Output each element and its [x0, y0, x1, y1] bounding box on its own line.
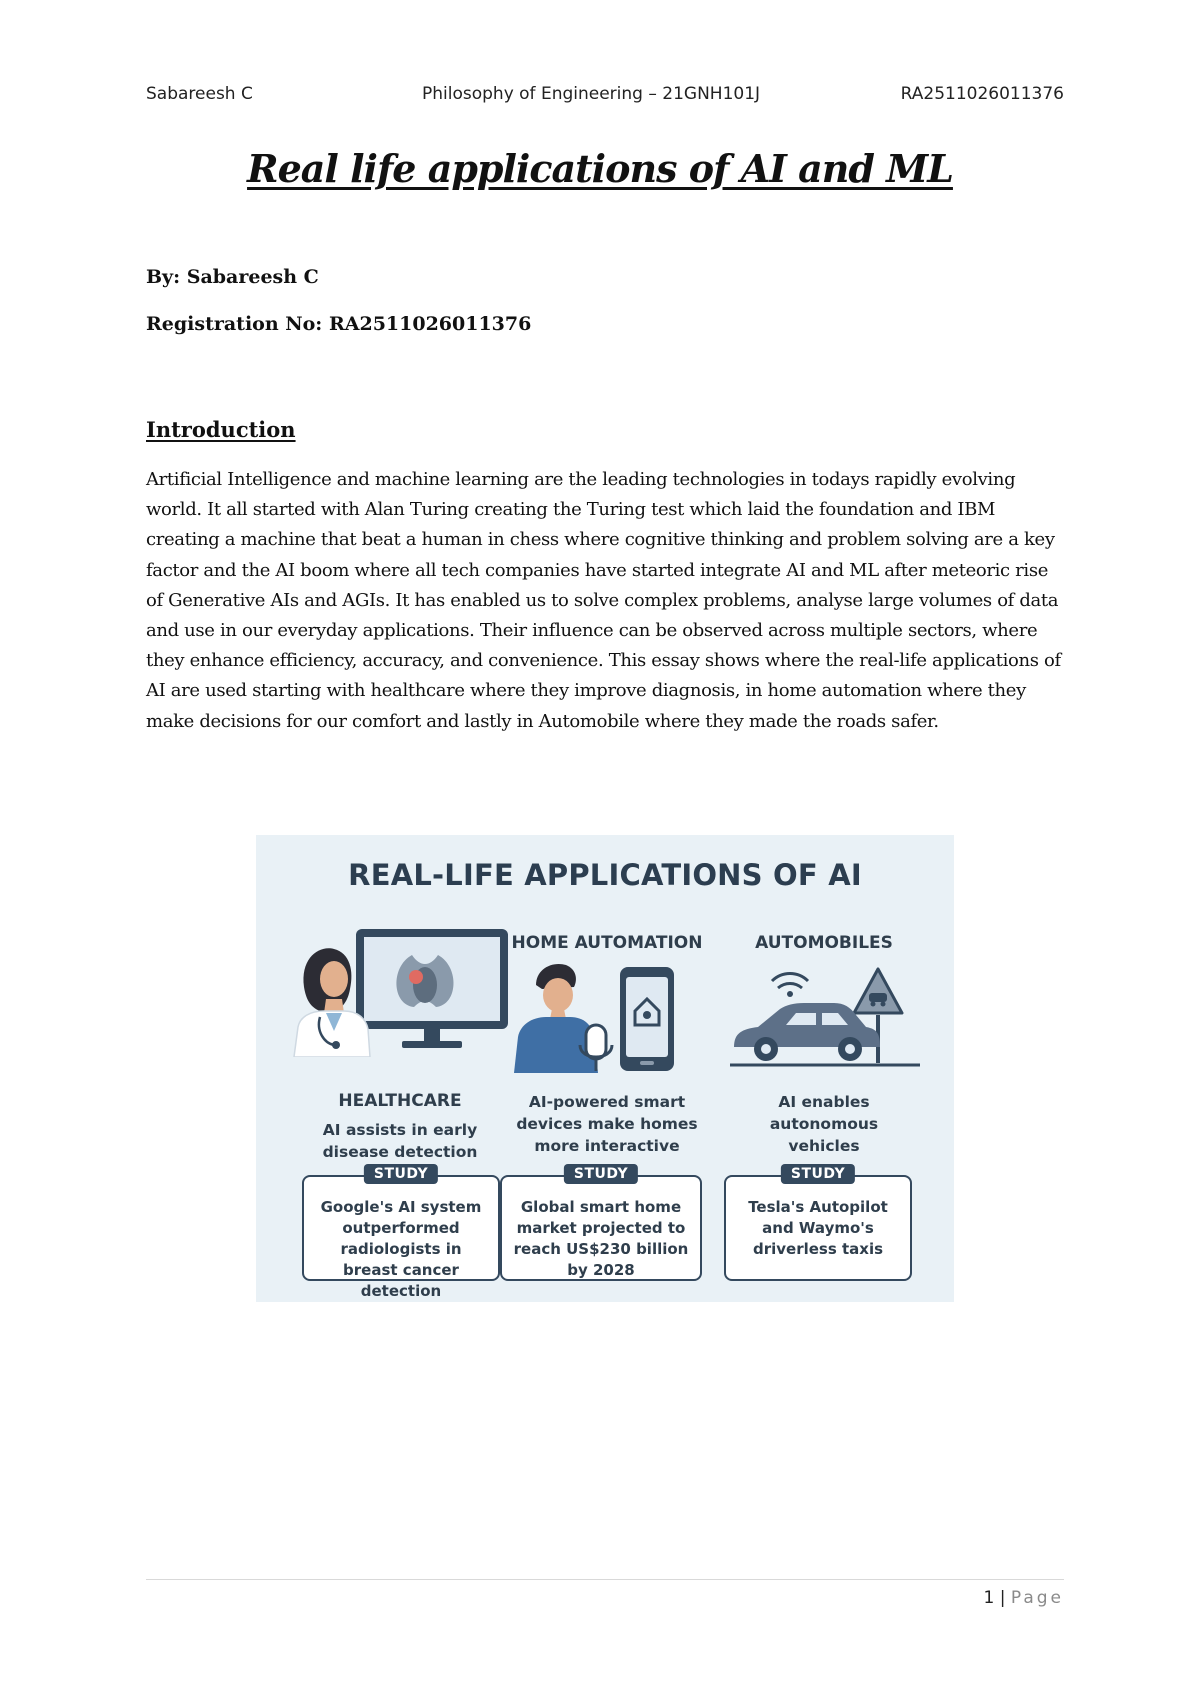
document-title: Real life applications of AI and ML [247, 146, 953, 191]
page-separator: | [999, 1588, 1006, 1608]
applications-infographic [256, 835, 954, 1302]
panel-healthcare [290, 835, 510, 1302]
automobiles-study-box [724, 1166, 912, 1281]
panel-automobiles [722, 835, 926, 1302]
infographic-title: REAL-LIFE APPLICATIONS OF AI [348, 858, 862, 892]
smart-home-icon [514, 961, 694, 1073]
auto-desc-line: vehicles [788, 1137, 860, 1155]
automobiles-description [722, 1091, 926, 1157]
healthcare-heading: HEALTHCARE [338, 1091, 462, 1111]
footer-divider [146, 1579, 1064, 1580]
study-line: Google's AI system [320, 1198, 482, 1216]
home-automation-heading: HOME AUTOMATION [511, 933, 703, 953]
healthcare-desc-line: AI assists in early [322, 1121, 478, 1139]
study-line: radiologists in [340, 1240, 462, 1258]
panel-home-automation [500, 835, 714, 1302]
study-line: Global smart home [520, 1198, 682, 1216]
header-course: Philosophy of Engineering – 21GNH101J [422, 84, 761, 104]
study-line: market projected to [516, 1219, 686, 1237]
study-line: driverless taxis [752, 1240, 884, 1258]
healthcare-desc-line: disease detection [322, 1143, 478, 1161]
study-badge: STUDY [781, 1164, 855, 1184]
study-line: Tesla's Autopilot [748, 1198, 888, 1216]
home-automation-study-text [502, 1197, 700, 1281]
study-line: breast cancer detection [343, 1261, 459, 1300]
healthcare-study-text [304, 1197, 498, 1302]
doctor-monitor-icon [290, 927, 510, 1057]
introduction-paragraph: Artificial Intelligence and machine learning are the leading technologies in todays rapidly evolving world. It all started with Alan Turing creating the Turing test which laid the foundation and IBM creating a machine that beat a human in chess where cognitive thinking and problem solving are a key factor and the AI boom where all tech companies have started integrate AI and ML after meteoric rise of Generative AIs and AGIs. It has enabled us to solve complex problems, analyse large volumes of data and use in our everyday applications. Their influence can be observed across multiple sectors, where they enhance efficiency, accuracy, and convenience. This essay shows where the real-life applications of AI are used starting with healthcare where they improve diagnosis, in home automation where they make decisions for our comfort and lastly in Automobile where they made the roads safer. [146, 469, 1061, 732]
author-line: By: Sabareesh C [146, 266, 319, 288]
healthcare-study-box [302, 1166, 500, 1300]
registration-line: Registration No: RA2511026011376 [146, 313, 532, 335]
introduction-heading: Introduction [146, 417, 296, 442]
header-registration: RA2511026011376 [900, 84, 1064, 104]
page-word: Page [1010, 1588, 1064, 1608]
home-automation-study-box [500, 1166, 702, 1281]
healthcare-description [290, 1119, 510, 1163]
study-line: by 2028 [567, 1261, 635, 1279]
automobiles-heading: AUTOMOBILES [755, 933, 893, 953]
study-badge: STUDY [364, 1164, 438, 1184]
study-line: outperformed [342, 1219, 460, 1237]
auto-desc-line: autonomous [769, 1115, 879, 1133]
study-line: reach US$230 billion [513, 1240, 689, 1258]
auto-desc-line: AI enables [778, 1093, 870, 1111]
study-badge: STUDY [564, 1164, 638, 1184]
automobiles-study-text [726, 1197, 910, 1260]
running-header [146, 84, 1064, 108]
page-footer [983, 1588, 1064, 1608]
study-line: and Waymo's [762, 1219, 874, 1237]
home-desc-line: more interactive [534, 1137, 680, 1155]
home-desc-line: devices make homes [516, 1115, 698, 1133]
page-number: 1 [983, 1588, 995, 1608]
car-warning-icon [730, 963, 920, 1073]
home-automation-description [500, 1091, 714, 1157]
home-desc-line: AI-powered smart [528, 1093, 686, 1111]
header-author: Sabareesh C [146, 84, 253, 104]
